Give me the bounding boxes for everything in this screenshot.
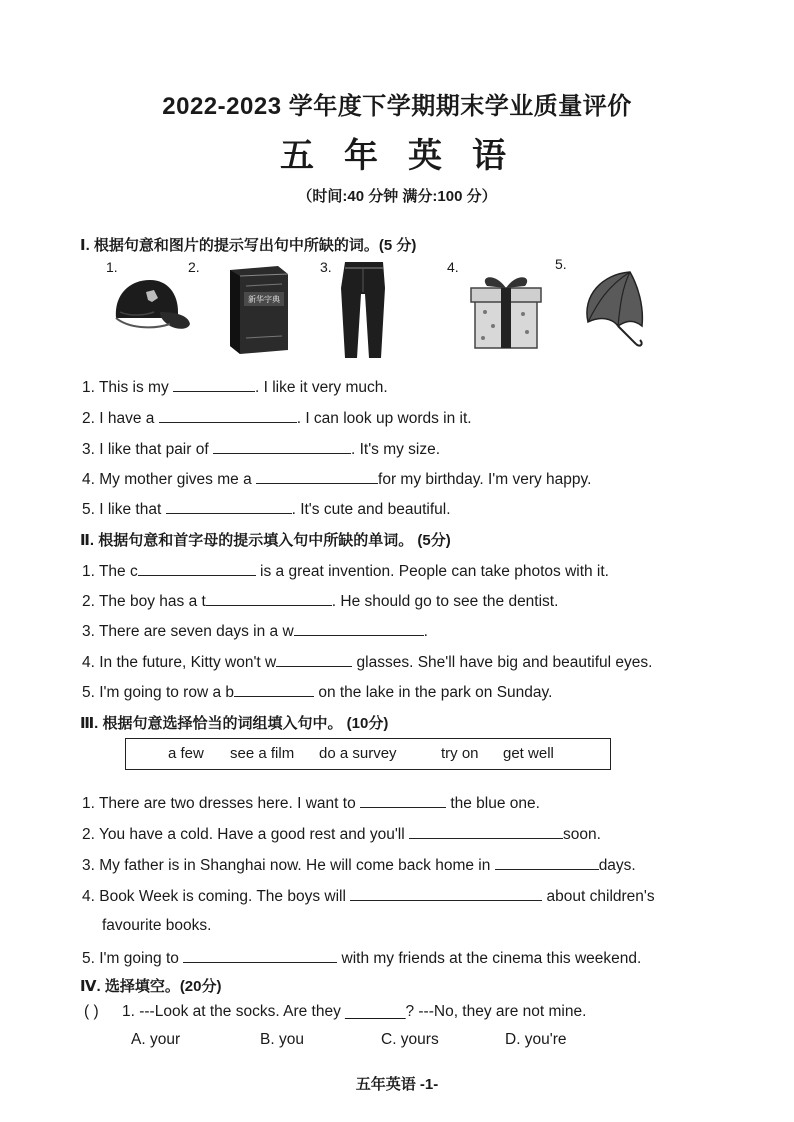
section-4-heading: Ⅳ. 选择填空。(20分) <box>80 978 222 995</box>
picture-number: 4. <box>447 259 459 275</box>
s1-question-5: 5. I like that . It's cute and beautiful. <box>82 501 451 518</box>
s3-question-1: 1. There are two dresses here. I want to the blue one. <box>82 795 540 812</box>
gift-icon <box>465 268 545 352</box>
option-a[interactable]: A. your <box>131 1031 181 1048</box>
answer-blank[interactable] <box>206 591 332 606</box>
dictionary-icon <box>222 262 294 358</box>
answer-blank[interactable] <box>173 377 255 392</box>
section-1-heading: Ⅰ. 根据句意和图片的提示写出句中所缺的词。(5 分) <box>80 237 417 254</box>
subject-title: 五年英语 <box>280 136 536 176</box>
s1-question-2: 2. I have a . I can look up words in it. <box>82 410 472 427</box>
answer-blank[interactable] <box>256 469 378 484</box>
answer-blank[interactable] <box>350 886 542 901</box>
s3-question-2: 2. You have a cold. Have a good rest and you'll soon. <box>82 826 601 843</box>
picture-number: 3. <box>320 259 332 275</box>
section-2-heading: Ⅱ. 根据句意和首字母的提示填入句中所缺的单词。 (5分) <box>80 532 451 549</box>
picture-number: 2. <box>188 259 200 275</box>
option-b[interactable]: B. you <box>260 1031 304 1048</box>
word-bank-item: try on <box>441 745 479 762</box>
s1-question-4: 4. My mother gives me a for my birthday. I'm very happy. <box>82 471 592 488</box>
answer-blank[interactable] <box>495 855 599 870</box>
word-bank-item: see a film <box>230 745 295 762</box>
s3-question-3: 3. My father is in Shanghai now. He will come back home in days. <box>82 857 636 874</box>
answer-blank[interactable] <box>183 948 337 963</box>
s2-question-4: 4. In the future, Kitty won't w glasses. She'll have big and beautiful eyes. <box>82 654 653 671</box>
s2-question-3: 3. There are seven days in a w . <box>82 623 428 640</box>
answer-paren[interactable]: ( ) <box>84 1003 99 1020</box>
umbrella-icon <box>578 266 654 350</box>
section-3-heading: Ⅲ. 根据句意选择恰当的词组填入句中。 (10分) <box>80 715 389 732</box>
s3-question-5: 5. I'm going to with my friends at the cinema this weekend. <box>82 950 642 967</box>
picture-number: 1. <box>106 259 118 275</box>
answer-blank[interactable] <box>360 793 446 808</box>
s2-question-5: 5. I'm going to row a b on the lake in the park on Sunday. <box>82 684 553 701</box>
exam-info: （时间:40 分钟 满分:100 分） <box>297 188 497 205</box>
s2-question-1: 1. The c is a great invention. People can take photos with it. <box>82 563 609 580</box>
exam-title: 2022-2023 学年度下学期期末学业质量评价 <box>162 93 632 120</box>
s1-question-1: 1. This is my . I like it very much. <box>82 379 388 396</box>
word-bank-item: get well <box>503 745 554 762</box>
option-d[interactable]: D. you're <box>505 1031 567 1048</box>
answer-blank[interactable] <box>276 652 352 667</box>
page-footer: 五年英语 -1- <box>355 1076 439 1093</box>
word-bank-item: a few <box>168 745 204 762</box>
answer-blank[interactable] <box>213 439 351 454</box>
s1-question-3: 3. I like that pair of . It's my size. <box>82 441 441 458</box>
word-bank-box <box>125 738 611 770</box>
s3-question-4-continued: favourite books. <box>102 917 212 934</box>
answer-blank[interactable] <box>166 499 292 514</box>
s2-question-2: 2. The boy has a t . He should go to see the dentist. <box>82 593 559 610</box>
picture-number: 5. <box>555 256 567 272</box>
s4-question-1: 1. ---Look at the socks. Are they _______? ---No, they are not mine. <box>122 1003 587 1020</box>
s3-question-4: 4. Book Week is coming. The boys will about children's <box>82 888 655 905</box>
answer-blank[interactable] <box>234 682 314 697</box>
cap-icon <box>108 272 194 344</box>
book-cover-text: 新华字典 <box>248 295 280 304</box>
answer-blank[interactable] <box>409 824 563 839</box>
word-bank-item: do a survey <box>319 745 397 762</box>
option-c[interactable]: C. yours <box>381 1031 439 1048</box>
answer-blank[interactable] <box>159 408 297 423</box>
answer-blank[interactable] <box>138 561 256 576</box>
trousers-icon <box>337 258 391 362</box>
answer-blank[interactable] <box>294 621 424 636</box>
